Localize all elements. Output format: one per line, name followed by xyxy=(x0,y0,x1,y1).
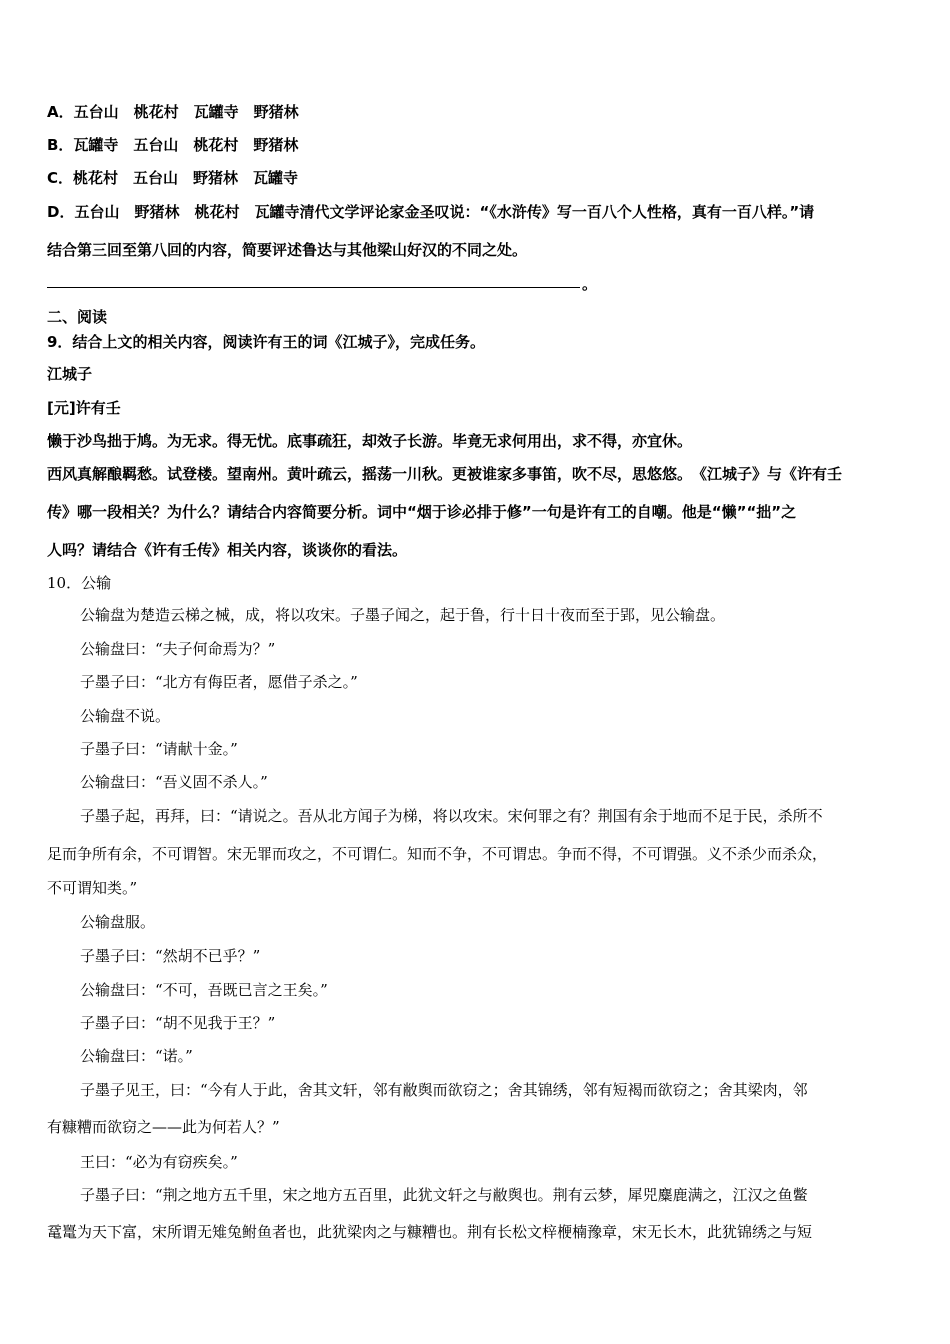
passage-line: 公输盘曰：“不可，吾既已言之王矣。” xyxy=(80,981,328,999)
question-9: 9．结合上文的相关内容，阅读许有王的词《江城子》，完成任务。 xyxy=(47,333,485,351)
passage-line: 子墨子曰：“然胡不已乎？” xyxy=(80,947,261,965)
passage-line: 子墨子曰：“胡不见我于王？” xyxy=(80,1014,276,1032)
passage-line: 鼋鼍为天下富，宋所谓无雉兔鲋鱼者也，此犹梁肉之与糠糟也。荆有长松文梓楩楠豫章，宋无长木，此犹锦绣之与短 xyxy=(47,1223,813,1241)
poem-title: 江城子 xyxy=(47,365,93,383)
passage-line: 子墨子曰：“荆之地方五千里，宋之地方五百里，此犹文轩之与敝舆也。荆有云梦，犀兕麋鹿满之，江汉之鱼鳖 xyxy=(80,1186,808,1204)
option-d: D．五台山 野猪林 桃花村 瓦罐寺清代文学评论家金圣叹说：“《水浒传》写一百八个人性格，真有一百八样。”请 xyxy=(47,203,815,221)
passage-line: 子墨子曰：“北方有侮臣者，愿借子杀之。” xyxy=(80,673,358,691)
option-a: A．五台山 桃花村 瓦罐寺 野猪林 xyxy=(47,103,299,121)
passage-line: 公输盘曰：“夫子何命焉为？” xyxy=(80,640,276,658)
question-text: 结合第三回至第八回的内容，简要评述鲁达与其他梁山好汉的不同之处。 xyxy=(47,241,528,259)
passage-line: 不可谓知类。” xyxy=(47,879,138,897)
passage-line: 子墨子见王，曰：“今有人于此，舍其文轩，邻有敝舆而欲窃之；舍其锦绣，邻有短褐而欲窃之；舍其梁肉，邻 xyxy=(80,1081,808,1099)
passage-line: 有糠糟而欲窃之——此为何若人？” xyxy=(47,1118,280,1136)
section-heading: 二、阅读 xyxy=(47,308,108,326)
poem-author: [元]许有壬 xyxy=(47,399,121,417)
question-10-title: 10．公输 xyxy=(47,574,112,592)
answer-blank-end: 。 xyxy=(582,275,598,293)
passage-line: 公输盘为楚造云梯之械，成，将以攻宋。子墨子闻之，起于鲁，行十日十夜而至于郢，见公输盘。 xyxy=(80,606,726,624)
answer-blank-line xyxy=(47,287,580,288)
task-line-1: 传》哪一段相关？为什么？请结合内容简要分析。词中“烟于诊必排于修”一句是许有工的自嘲。他是“懒”“拙”之 xyxy=(47,503,797,521)
passage-line: 公输盘曰：“吾义固不杀人。” xyxy=(80,773,268,791)
task-line-2: 人吗？请结合《许有壬传》相关内容，谈谈你的看法。 xyxy=(47,541,408,559)
passage-line: 足而争所有余，不可谓智。宋无罪而攻之，不可谓仁。知而不争，不可谓忠。争而不得，不可谓强。义不杀少而杀众， xyxy=(47,845,828,863)
passage-line: 公输盘不说。 xyxy=(80,707,171,725)
passage-line: 公输盘服。 xyxy=(80,913,156,931)
passage-line: 公输盘曰：“诺。” xyxy=(80,1047,193,1065)
passage-line: 子墨子起，再拜，曰：“请说之。吾从北方闻子为梯，将以攻宋。宋何罪之有？荆国有余于地而不足于民，杀所不 xyxy=(80,807,823,825)
poem-line-2: 西风真解酿羁愁。试登楼。望南州。黄叶疏云，摇荡一川秋。更被谁家多事笛，吹不尽，思悠悠。 《江城子》与《许有壬 xyxy=(47,465,843,483)
option-b: B．瓦罐寺 五台山 桃花村 野猪林 xyxy=(47,136,299,154)
passage-line: 子墨子曰：“请献十金。” xyxy=(80,740,238,758)
poem-line-1: 懒于沙鸟拙于鸠。为无求。得无忧。底事疏狂，却效子长游。毕竟无求何用出，求不得，亦宜休。 xyxy=(47,432,693,450)
option-c: C．桃花村 五台山 野猪林 瓦罐寺 xyxy=(47,169,299,187)
passage-line: 王曰：“必为有窃疾矣。” xyxy=(80,1153,238,1171)
